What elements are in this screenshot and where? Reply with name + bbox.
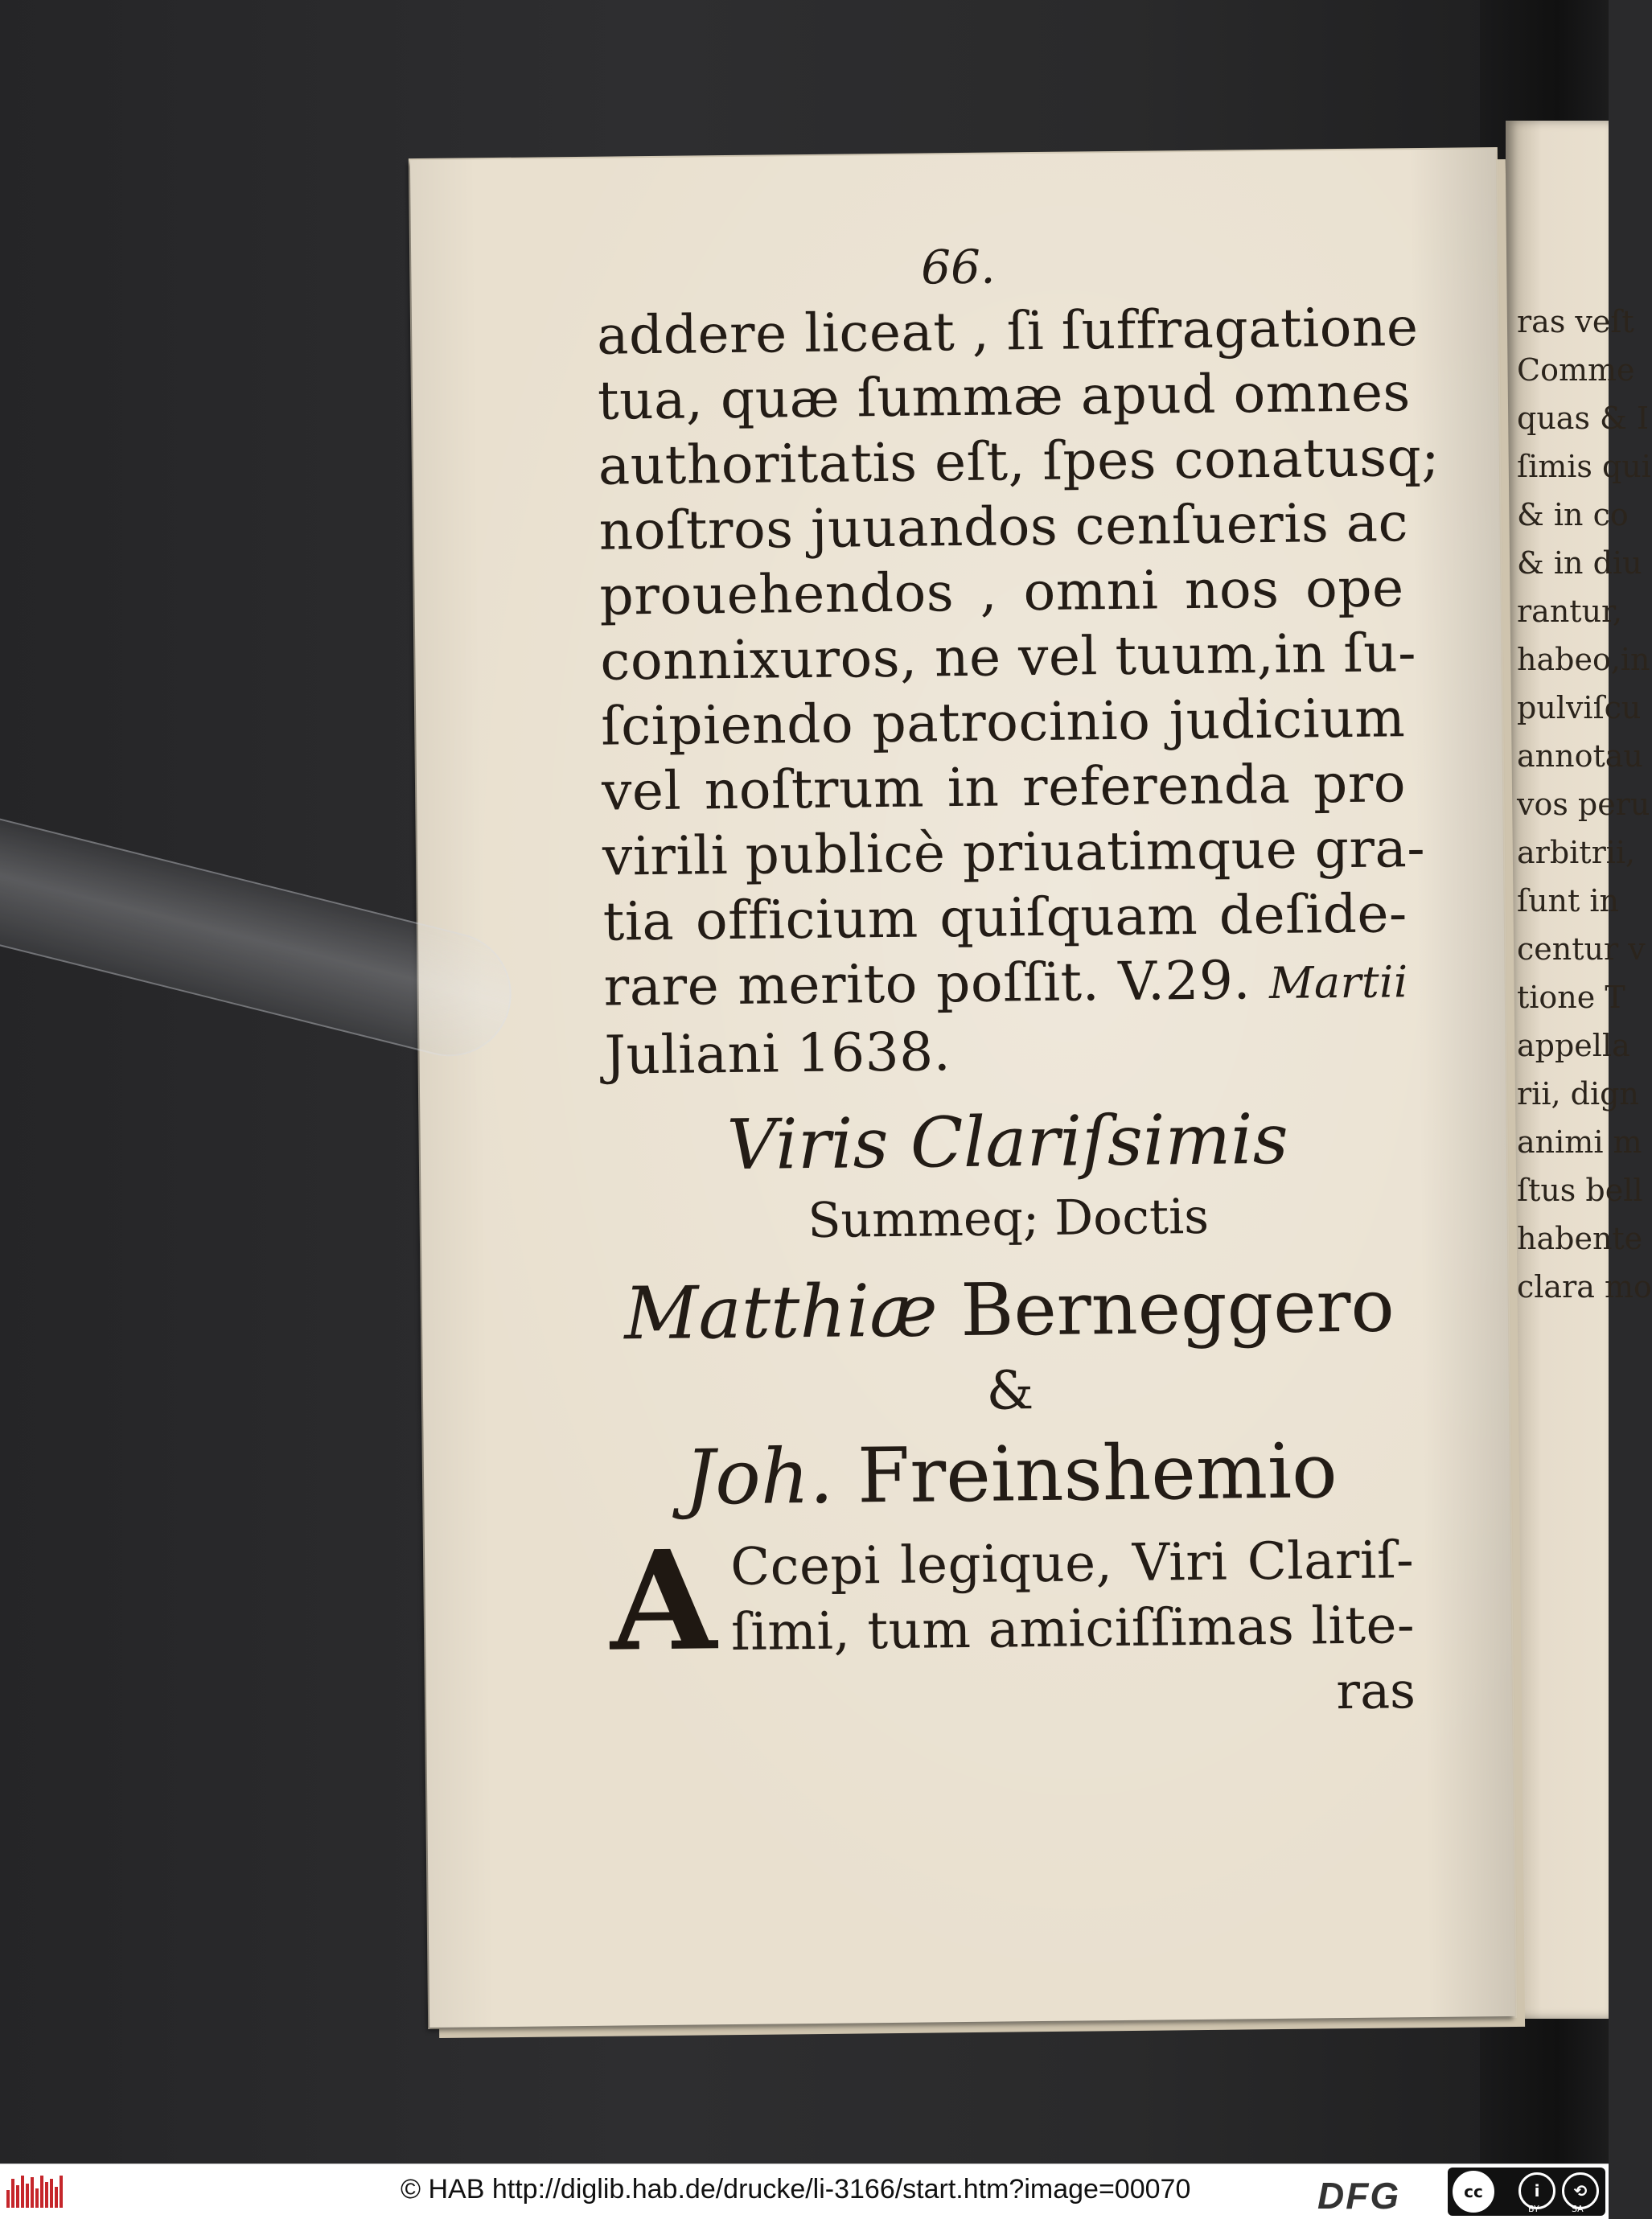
sa-icon: ⟲ [1562,2172,1599,2209]
book-page [410,149,1515,2028]
facing-line: Comme [1517,352,1635,388]
facing-line: vos peru [1517,787,1650,822]
text-line: addere liceat , ſi ſuffragatione [596,296,1419,367]
text-line: Ccepi legique, Viri Clariſ- [729,1531,1415,1598]
facing-line: ras veſt [1517,304,1634,339]
facing-line: ſunt in [1517,883,1619,918]
text-line: connixuros, ne vel tuum,in ſu- [600,622,1417,692]
drop-cap-initial: A [609,1520,717,1683]
addressee-2-first: Joh. [684,1432,834,1522]
credit-link[interactable]: © HAB http://diglib.hab.de/drucke/li-3166/start.htm?image=00070 [401,2174,1191,2205]
text-line: Juliani 1638. [604,1021,951,1087]
facing-line: tione T [1517,980,1625,1015]
text-line: tua, quæ ſummæ apud omnes [597,361,1412,432]
addressee-2-last: Freinshemio [857,1428,1338,1521]
letter-opening [609,1520,1416,1683]
addressee-1-last: Berneggero [960,1264,1395,1354]
facing-line: centur v [1517,931,1646,967]
text-line-with-date [603,946,1408,1022]
text-line: authoritatis eſt, ſpes conatusq; [598,425,1440,497]
facing-line: habente [1517,1221,1643,1256]
by-label: BY [1528,2204,1539,2214]
catchword: ras [1336,1661,1416,1721]
facing-line: rii, dign [1517,1076,1639,1112]
hab-logo-icon [6,2176,66,2208]
date-text: rare merito poſſit. V.29. [603,949,1251,1018]
cc-icon: cc [1453,2171,1494,2213]
facing-line: clara mo [1517,1269,1652,1305]
facing-line: animi m [1517,1124,1642,1160]
text-line: noſtros juuandos cenſueris ac [598,491,1409,562]
page-number: 66. [920,239,996,295]
page-text-block [596,230,1440,1731]
facing-line: & in diu [1517,545,1642,581]
facing-line: ſimis qui [1517,449,1651,484]
letter-opening-text [730,1528,1416,1666]
date-month: Martii [1268,956,1408,1009]
dfg-logo: DFG [1317,2175,1401,2217]
facing-line: annotau [1517,738,1643,774]
by-icon: i [1518,2172,1555,2209]
text-line: vel noſtrum in referenda pro [601,752,1407,823]
facing-line: quas & I [1517,401,1649,436]
text-line: ſimi, tum amiciſſimas lite- [730,1596,1416,1663]
facing-line: ſtus bell [1517,1173,1643,1208]
addressee-1 [606,1258,1412,1362]
text-line: tia officium quiſquam deſide- [602,882,1408,953]
addressee-1-first: Matthiæ [623,1268,939,1357]
addressee-2 [608,1419,1413,1531]
facing-line: & in co [1517,497,1629,532]
facing-line: rantur, [1517,594,1623,629]
cc-license-badge[interactable] [1448,2168,1605,2216]
text-line: virili publicè priuatimque gra- [602,816,1426,888]
text-line: ſcipiendo patrocinio judicium [600,687,1406,758]
footer-bar [0,2164,1609,2219]
salutation-line-2: Summeq; Doctis [808,1188,1210,1250]
facing-line: pulviſcu [1517,690,1642,725]
facing-line: appella [1517,1028,1630,1063]
salutation-line-1: Viris Clariſsimis [726,1099,1289,1186]
text-line: prouehendos , omni nos ope [599,557,1404,627]
facing-line: habeo,in [1517,642,1650,677]
ampersand: & [986,1359,1034,1422]
facing-line: arbitrii, [1517,835,1636,870]
sa-label: SA [1572,2204,1584,2214]
